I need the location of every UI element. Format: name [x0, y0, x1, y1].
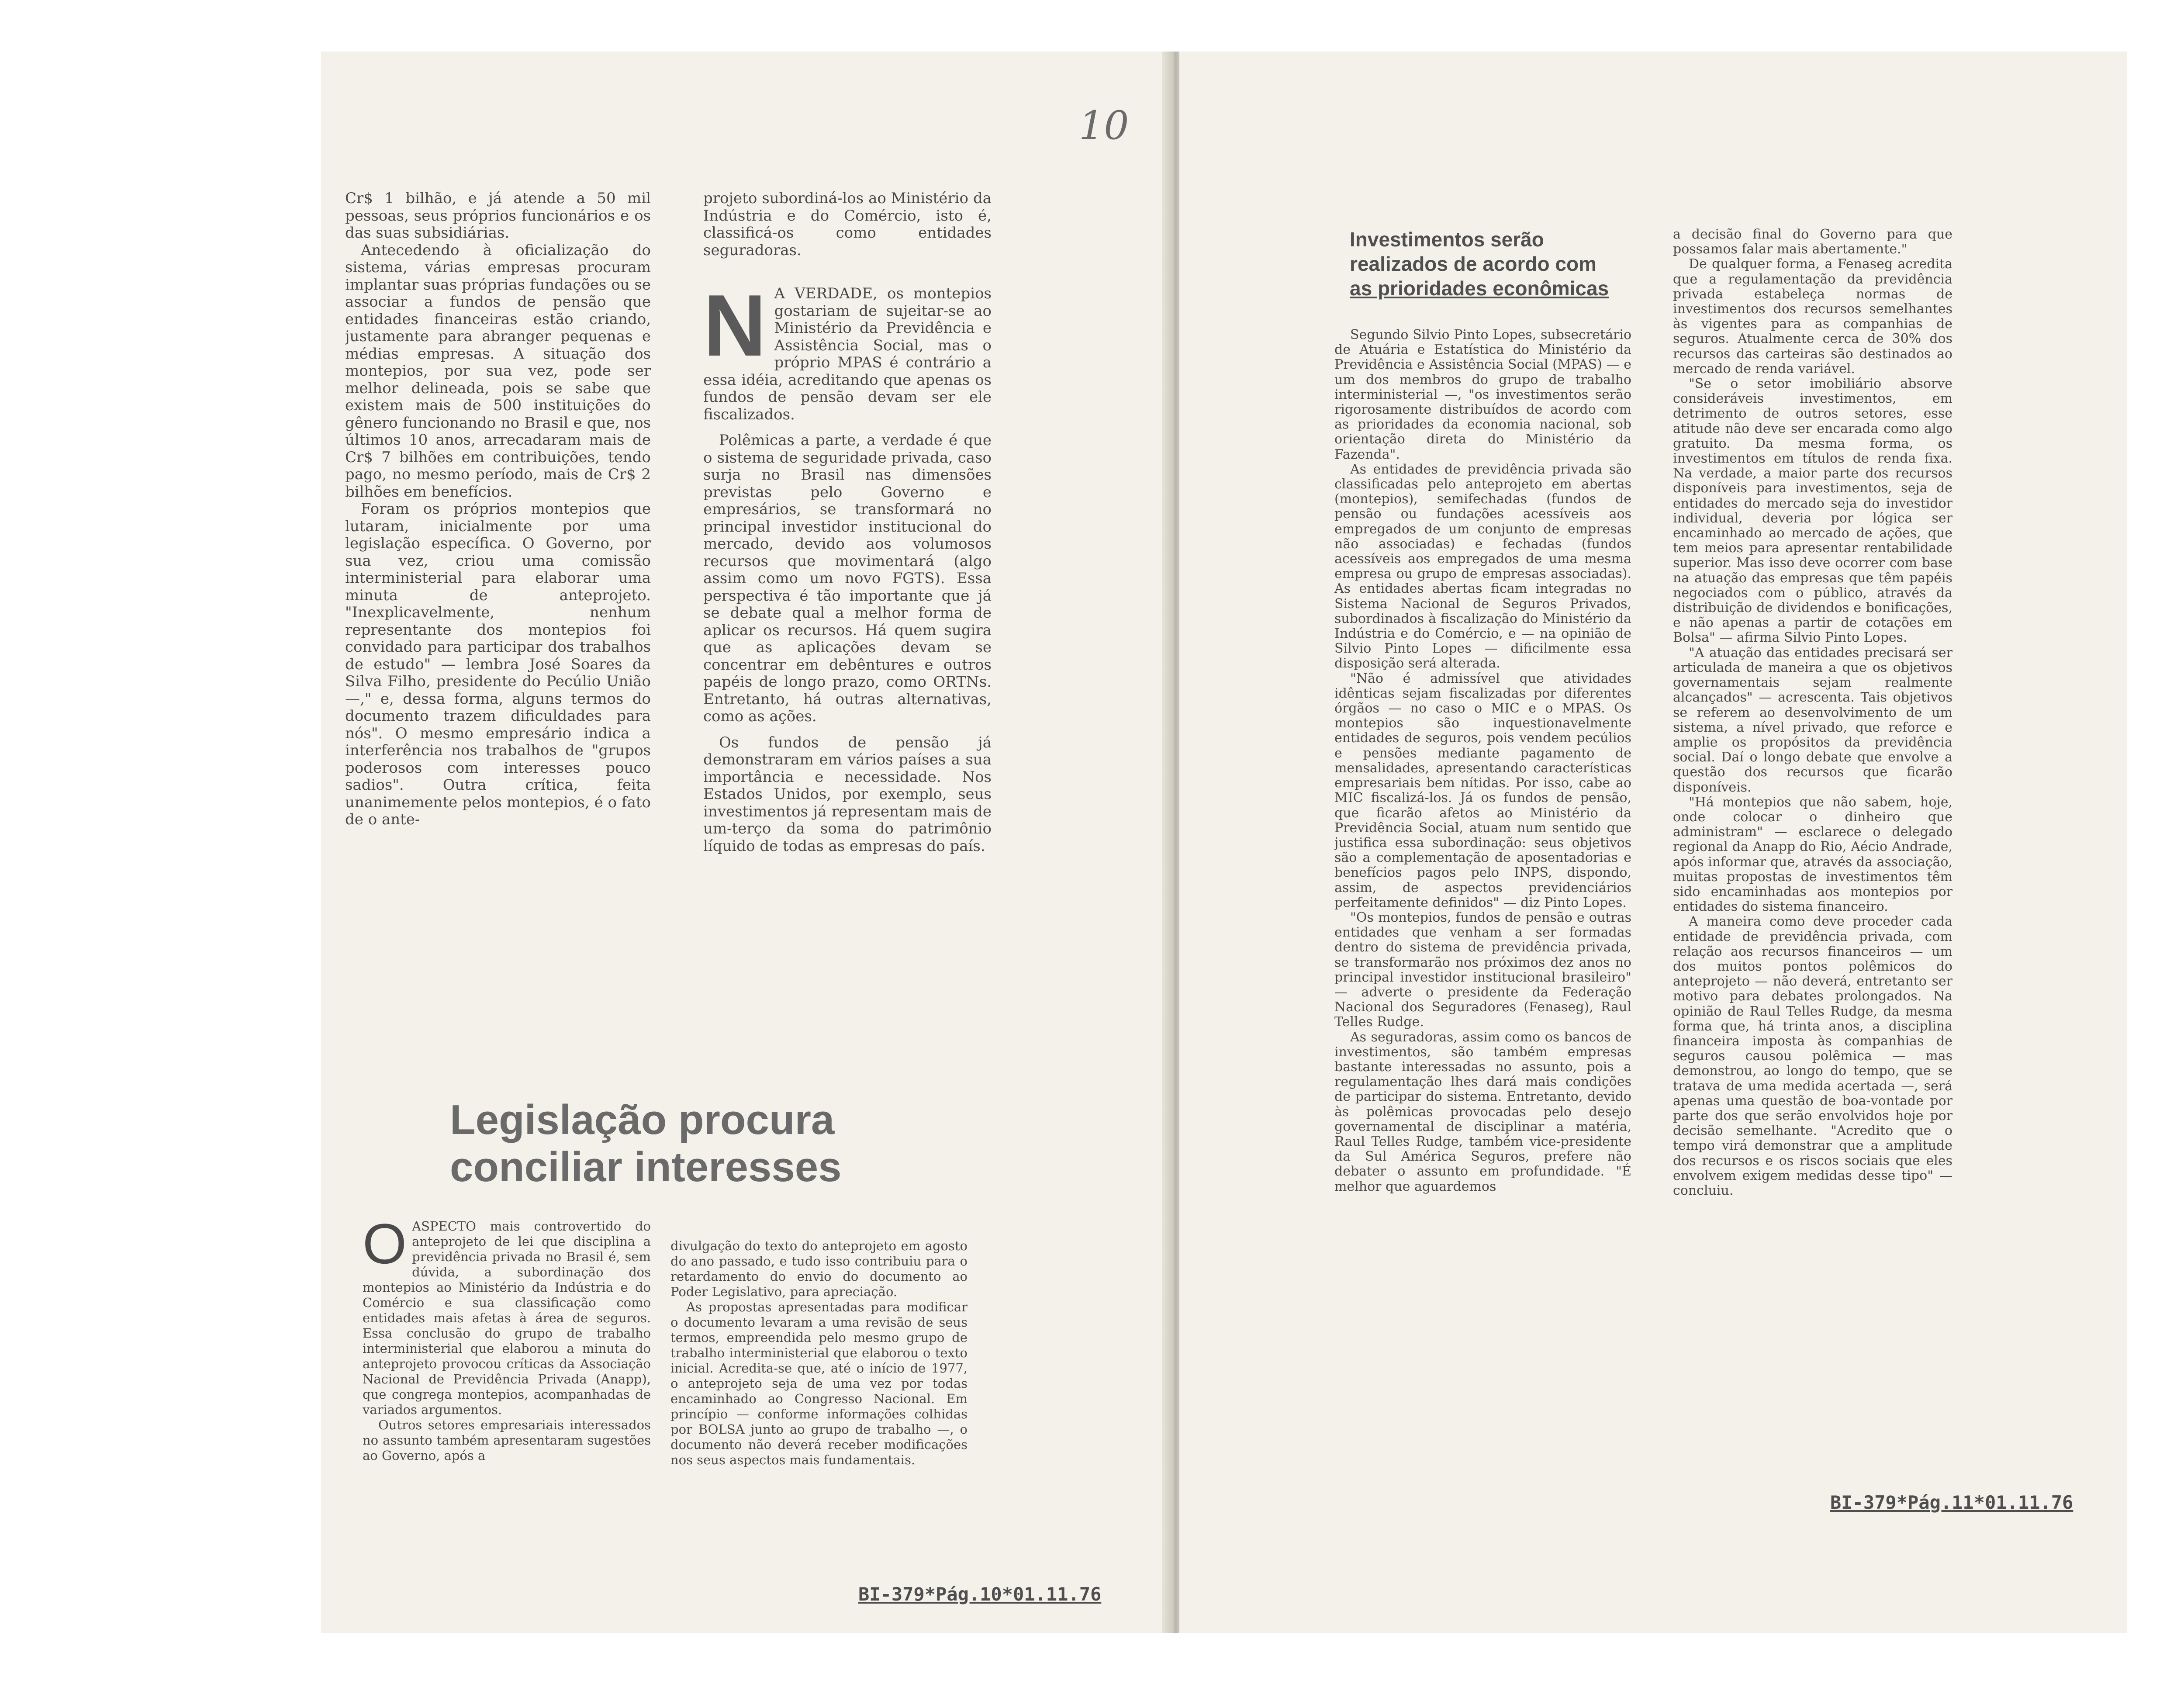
paragraph: "Não é admissível que atividades idênticas sejam fiscalizadas por diferentes órgãos — no caso o MIC e o MPAS. Os montepios são inquestionavelmente entidades de seguros, pois vendem pecúlios e pensões mediante pagamento de mensalidades, apresentando características empresariais bem nítidas. Por isso, cabe ao MIC fiscalizá-los. Já os fundos de pensão, que ficarão afetos ao Ministério da Previdência Social, atuam num sentido que justifica essa subordinação: seus objetivos são a complementação de aposentadorias e benefícios pagos pelo INPS, dispondo, assim, de aspectos previdenciários perfeitamente definidos" — diz Pinto Lopes. — [1334, 671, 1631, 910]
paragraph: A maneira como deve proceder cada entidade de previdência privada, com relação aos recursos financeiros — um dos muitos pontos polêmicos do anteprojeto — não deverá, entretanto ser motivo para debates prolongados. Na opinião de Raul Telles Rudge, da mesma forma que, há trinta anos, a disciplina financeira imposta às companhias de seguros causou polêmica — mas demonstrou, ao longo do tempo, que se tratava de uma medida acertada —, será apenas uma questão de boa-vontade por parte dos que serão envolvidos hoje por decisão semelhante. "Acredito que o tempo virá demonstrar que a amplitude dos recursos e os riscos sociais que eles envolvem exigem medidas desse tipo" — concluiu. — [1673, 914, 1952, 1198]
paragraph: "A atuação das entidades precisará ser articulada de maneira a que os objetivos governamentais sejam realmente alcançados" — acrescenta. Tais objetivos se referem ao desenvolvimento de um sistema, a nível privado, que reforce e amplie os propósitos da previdência social. Daí o longo debate que envolve a questão dos recursos que ficarão disponíveis. — [1673, 645, 1952, 795]
paragraph: a decisão final do Governo para que possamos falar mais abertamente." — [1673, 227, 1952, 257]
right-column-1 — [1334, 328, 1631, 1367]
corner-mark: 10 — [1079, 103, 1129, 149]
headline-line: conciliar interesses — [450, 1144, 842, 1190]
paragraph: De qualquer forma, a Fenaseg acredita que a regulamentação da previdência privada estabeleça normas de investimentos dos recursos semelhantes às vigentes para as companhias de seguros. Atualmente cerca de 30% dos recursos das carteiras são destinados ao mercado de renda variável. — [1673, 256, 1952, 377]
left-column-4 — [670, 1238, 968, 1544]
headline-line: Legislação procura — [450, 1096, 835, 1143]
paragraph: As propostas apresentadas para modificar o documento levaram a uma revisão de seus termos, empreendida pelo mesmo grupo de trabalho interministerial que elaborou o texto inicial. Acredita-se que, até o início de 1977, o anteprojeto seja de uma vez por todas encaminhado ao Congresso Nacional. Em princípio — conforme informações colhidas por BOLSA junto ao grupo de trabalho —, o documento não deverá receber modificações nos seus aspectos mais fundamentais. — [670, 1300, 968, 1467]
paragraph: Cr$ 1 bilhão, e já atende a 50 mil pessoas, seus próprios funcionários e os das suas subsidiárias. — [345, 190, 651, 242]
paragraph: Os fundos de pensão já demonstraram em vários países a sua importância e necessidade. Nos Estados Unidos, por exemplo, seus investimentos já representam mais de um-terço da soma do patrimônio líquido de todas as empresas do país. — [703, 733, 992, 855]
paragraph: "Há montepios que não sabem, hoje, onde colocar o dinheiro que administram" — esclarece o delegado regional da Anapp do Rio, Aécio Andrade, após informar que, através da associação, muitas propostas de investimentos têm sido encaminhadas aos montepios por entidades do sistema financeiro. — [1673, 794, 1952, 915]
paragraph: "Os montepios, fundos de pensão e outras entidades que venham a ser formadas dentro do sistema de previdência privada, se transformarão nos próximos dez anos no principal investidor institucional brasileiro" — adverte o presidente da Federação Nacional dos Seguradores (Fenaseg), Raul Telles Rudge. — [1334, 909, 1631, 1030]
paragraph: ASPECTO mais controvertido do anteprojeto de lei que disciplina a previdência privada no Brasil é, sem dúvida, a subordinação dos montepios ao Ministério da Indústria e do Comércio e sua classificação como entidades mais afetas à área de seguros. Essa conclusão do grupo de trabalho interministerial que elaborou a minuta do anteprojeto provocou críticas da Associação Nacional de Previdência Privada (Anapp), que congrega montepios, acompanhadas de variados argumentos. — [363, 1219, 651, 1417]
paragraph: A VERDADE, os montepios gostariam de sujeitar-se ao Ministério da Previdência e Assistência Social, mas o próprio MPAS é contrário a essa idéia, acreditando que apenas os fundos de pensão devam ser ele fiscalizados. — [703, 285, 992, 423]
paragraph: divulgação do texto do anteprojeto em agosto do ano passado, e tudo isso contribuiu para o retardamento do envio do documento ao Poder Legislativo, para apreciação. — [670, 1238, 968, 1299]
paragraph: Polêmicas a parte, a verdade é que o sistema de seguridade privada, caso surja no Brasil nas dimensões previstas pelo Governo e empresários, se transformará no principal investidor institucional do mercado, devido aos volumosos recursos que movimentará (algo assim como um novo FGTS). Essa perspectiva é tão importante que já se debate qual a melhor forma de aplicar os recursos. Há quem sugira que as aplicações devam se concentrar em debêntures e outros papéis de longo prazo, como ORTNs. Entretanto, há outras alternativas, como as ações. — [703, 432, 992, 725]
page-footer: BI-379*Pág.11*01.11.76 — [1830, 1492, 2073, 1513]
paragraph: As entidades de previdência privada são classificadas pelo anteprojeto em abertas (montepios), semifechadas (fundos de pensão ou fundações acessíveis aos empregados de um conjunto de empresas não associadas) e fechadas (fundos acessíveis aos empregados de uma mesma empresa ou grupo de empresas associadas). As entidades abertas ficam integradas no Sistema Nacional de Seguros Privados, subordinados à fiscalização do Ministério da Indústria e do Comércio, e — na opinião de Silvio Pinto Lopes — dificilmente essa disposição será alterada. — [1334, 461, 1631, 671]
drop-cap: O — [363, 1219, 407, 1276]
paragraph: Foram os próprios montepios que lutaram, inicialmente por uma legislação específica. O Governo, por sua vez, criou uma comissão interministerial para elaborar uma minuta de anteprojeto. "Inexplicavelmente, nenhum representante dos montepios foi convidado para participar dos trabalhos de estudo" — lembra José Soares da Silva Filho, presidente do Pecúlio União —," e, dessa forma, alguns termos do documento trazem dificuldades para nós". O mesmo empresário indica a interferência nos trabalhos de "grupos poderosos com interesses pouco sadios". Outra crítica, feita unanimemente pelos montepios, é o fato de o ante- — [345, 500, 651, 828]
drop-cap: N — [703, 277, 767, 374]
article-headline — [450, 1096, 1018, 1191]
right-column-2 — [1673, 227, 1952, 1350]
left-column-3 — [363, 1219, 651, 1568]
paragraph: Segundo Silvio Pinto Lopes, subsecretário de Atuária e Estatística do Ministério da Previdência e Assistência Social (MPAS) — e um dos membros do grupo de trabalho interministerial —, "os investimentos serão rigorosamente distribuídos de acordo com as prioridades da economia nacional, sob orientação direta do Ministério da Fazenda". — [1334, 328, 1631, 462]
paragraph: "Se o setor imobiliário absorve consideráveis investimentos, em detrimento de outros setores, esse atitude não deve ser encarada como algo gratuito. Da mesma forma, os investimentos em títulos de renda fixa. Na verdade, a maior parte dos recursos disponíveis para investimentos, seja de entidades do mercado seja do investidor individual, deveria por lógica ser encaminhado ao mercado de ações, que tem meios para apresentar rentabilidade superior. Mas isso deve ocorrer com base na atuação das empresas que têm papéis negociados com o público, através da distribuição de dividendos e bonificações, e não apenas a partir de cotações em Bolsa" — afirma Silvio Pinto Lopes. — [1673, 376, 1952, 646]
paragraph: As seguradoras, assim como os bancos de investimentos, são também empresas bastante interessadas no assunto, pois a regulamentação lhes dará mais condições de participar do sistema. Entretanto, devido às polêmicas provocadas pelo desejo governamental de disciplinar a matéria, Raul Telles Rudge, também vice-presidente da Sul América Seguros, prefere não debater o assunto em profundidade. "É melhor que aguardemos — [1334, 1029, 1631, 1194]
subhead-line: realizados de acordo com — [1350, 252, 1597, 275]
subhead-line: Investimentos serão — [1350, 228, 1544, 251]
page-footer: BI-379*Pág.10*01.11.76 — [858, 1584, 1102, 1605]
paragraph: projeto subordiná-los ao Ministério da Indústria e do Comércio, isto é, classificá-os como entidades seguradoras. — [703, 190, 992, 259]
left-column-2 — [703, 190, 992, 1081]
left-column-1 — [345, 190, 651, 1057]
section-subhead — [1350, 227, 1638, 301]
paragraph: Antecedendo à oficialização do sistema, várias empresas procuram implantar suas próprias fundações ou se associar a fundos de pensão que entidades financeiras estão criando, justamente para abranger pequenas e médias empresas. A situação dos montepios, por sua vez, pode ser melhor delineada, pois se sabe que existem mais de 500 instituições do gênero funcionando no Brasil e que, nos últimos 10 anos, arrecadaram mais de Cr$ 7 bilhões em contribuições, tendo pago, no mesmo período, mais de Cr$ 2 bilhões em benefícios. — [345, 241, 651, 501]
subhead-line: as prioridades econômicas — [1350, 277, 1609, 300]
paragraph: Outros setores empresariais interessados no assunto também apresentaram sugestões ao Governo, após a — [363, 1418, 651, 1463]
right-page — [1179, 52, 2127, 1633]
